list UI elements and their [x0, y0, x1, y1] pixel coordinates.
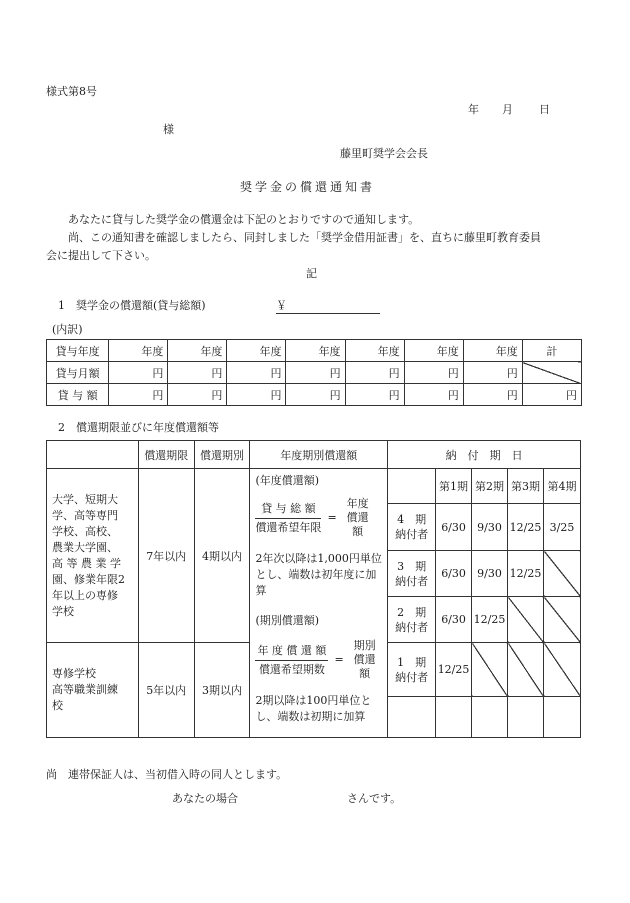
table-row	[47, 384, 582, 406]
row-label: 貸与月額	[47, 362, 109, 384]
periodic-heading: (期別償還額)	[255, 614, 320, 627]
cell: 円	[286, 362, 345, 384]
due-date: 6/30	[436, 551, 472, 597]
period-header: 第1期	[436, 469, 472, 504]
result-line: 期別	[353, 639, 376, 652]
cell: 円	[463, 384, 522, 406]
cell: 円	[168, 384, 227, 406]
cell: 円	[227, 362, 286, 384]
section-1-label: 1 奨学金の償還額(貸与総額)	[58, 299, 206, 312]
guarantor-case: あなたの場合	[172, 792, 238, 805]
payer-label	[388, 643, 436, 697]
result-line: 償還	[346, 511, 369, 524]
due-date: 12/25	[436, 643, 472, 697]
total-amount-field	[276, 297, 380, 314]
blank-cell	[472, 697, 508, 738]
guarantor-suffix: さんです。	[347, 792, 402, 805]
cell: 円	[109, 362, 168, 384]
note-line: し、端数は初期に加算	[255, 710, 366, 723]
total-header: 計	[522, 340, 581, 362]
struck-cell	[508, 597, 544, 643]
school-line: 高 等 農 業 学	[52, 556, 121, 570]
date-year: 年	[468, 103, 479, 116]
paragraph-1: あなたに貸与した奨学金の償還金は下記のとおりですので通知します。	[68, 213, 420, 226]
blank-header	[47, 441, 139, 469]
cell: 円	[168, 362, 227, 384]
recipient-suffix: 様	[163, 123, 174, 136]
blank-period-header	[388, 469, 436, 504]
limit-group-1: 7年以内	[138, 469, 194, 643]
payer-label-line: 納付者	[395, 620, 429, 634]
cell: 円	[286, 384, 345, 406]
struck-cell	[522, 362, 581, 384]
blank-cell	[508, 697, 544, 738]
due-date: 12/25	[508, 551, 544, 597]
equals-sign: =	[327, 511, 337, 524]
breakdown-label: (内訳)	[52, 323, 83, 336]
payer-label	[388, 597, 436, 643]
periodic-denominator: 償還希望期数	[258, 662, 325, 676]
annual-numerator: 貸 与 総 額	[255, 501, 321, 519]
cell: 円	[345, 362, 404, 384]
blank-cell	[436, 697, 472, 738]
struck-cell	[544, 551, 581, 597]
guarantor-note: 尚 連帯保証人は、当初借入時の同人とします。	[46, 768, 288, 781]
periodic-numerator: 年 度 償 還 額	[255, 643, 328, 661]
ki-mark: 記	[306, 267, 317, 280]
school-line: 年以上の専修	[52, 588, 118, 602]
school-line: 高等職業訓練	[52, 683, 118, 696]
due-date: 9/30	[472, 504, 508, 551]
paragraph-2-line-1: 尚、この通知書を確認しましたら、同封しました「奨学金借用証書」を、直ちに藤里町教育委員	[68, 231, 541, 244]
repayment-table	[46, 440, 581, 738]
school-line: 園、修業年限2	[52, 572, 125, 586]
yen-symbol: ￥	[276, 299, 287, 312]
payer-label-line: 納付者	[395, 528, 429, 541]
result-line: 額	[352, 525, 364, 538]
school-line: 学、高等専門	[52, 508, 118, 522]
periodic-fraction	[255, 643, 328, 678]
school-line: 専修学校	[52, 667, 96, 680]
paragraph-2-line-2: 会に提出して下さい。	[46, 249, 156, 262]
payer-label-line: 納付者	[395, 670, 429, 684]
cell: 年度	[345, 340, 404, 362]
school-line: 農業大学園、	[52, 540, 118, 554]
installments-group-2: 3期以内	[194, 643, 250, 738]
due-date: 12/25	[472, 597, 508, 643]
payer-label-line: 1 期	[397, 655, 427, 669]
note-line: 2期以降は100円単位と	[255, 694, 372, 707]
total-cell: 円	[522, 384, 581, 406]
payer-label-line: 4 期	[397, 513, 427, 526]
cell: 円	[404, 362, 463, 384]
annual-note	[255, 551, 382, 599]
cell: 年度	[227, 340, 286, 362]
periodic-note	[255, 693, 382, 725]
payer-label	[388, 504, 436, 551]
calculation-cell	[250, 469, 388, 738]
cell: 円	[109, 384, 168, 406]
struck-cell	[472, 643, 508, 697]
cell: 年度	[404, 340, 463, 362]
date-day: 日	[539, 103, 550, 116]
table-row	[47, 362, 582, 384]
due-date: 3/25	[544, 504, 581, 551]
note-line: とし、端数は初年度に加	[255, 568, 377, 581]
cell: 年度	[463, 340, 522, 362]
equals-sign: =	[334, 653, 344, 666]
table-row	[47, 441, 581, 469]
period-header: 第2期	[472, 469, 508, 504]
period-header: 第3期	[508, 469, 544, 504]
payer-label	[388, 551, 436, 597]
periodic-formula	[255, 635, 382, 685]
table-row	[47, 340, 582, 362]
school-type-group-1	[47, 469, 139, 643]
payer-label-line: 納付者	[395, 574, 429, 588]
struck-cell	[544, 643, 581, 697]
section-2-label: 2 償還期限並びに年度償還額等	[58, 421, 219, 434]
periodic-result	[354, 639, 376, 681]
table-row	[47, 469, 581, 504]
blank-cell	[388, 697, 436, 738]
installments-group-1: 4期以内	[194, 469, 250, 643]
school-type-group-2	[47, 643, 139, 738]
result-line: 額	[359, 667, 371, 680]
result-line: 年度	[346, 497, 369, 510]
due-date: 6/30	[436, 504, 472, 551]
payer-label-line: 2 期	[397, 605, 427, 619]
school-line: 学校	[52, 604, 74, 618]
cell: 年度	[168, 340, 227, 362]
cell: 円	[227, 384, 286, 406]
blank-cell	[544, 697, 581, 738]
limit-group-2: 5年以内	[138, 643, 194, 738]
row-label: 貸与年度	[47, 340, 109, 362]
note-line: 算	[255, 584, 267, 597]
annual-fraction	[255, 501, 321, 536]
school-line: 学校、高校、	[52, 524, 118, 538]
amount-header: 年度期別償還額	[250, 441, 388, 469]
period-header: 第4期	[544, 469, 581, 504]
loan-breakdown-table	[46, 339, 582, 406]
struck-cell	[544, 597, 581, 643]
cell: 年度	[286, 340, 345, 362]
cell: 円	[404, 384, 463, 406]
result-line: 償還	[353, 653, 376, 666]
annual-heading: (年度償還額)	[255, 474, 320, 487]
limit-header: 償還期限	[138, 441, 194, 469]
form-number: 様式第8号	[46, 85, 97, 98]
row-label: 貸 与 額	[47, 384, 109, 406]
issuer: 藤里町奨学会会長	[340, 147, 428, 160]
annual-result	[347, 497, 369, 539]
payer-label-line: 3 期	[397, 559, 427, 573]
date-month: 月	[502, 103, 513, 116]
document-title: 奨学金の償還通知書	[240, 180, 376, 194]
due-header: 納 付 期 日	[388, 441, 581, 469]
cell: 円	[463, 362, 522, 384]
due-date: 9/30	[472, 551, 508, 597]
note-line: 2年次以降は1,000円単位	[255, 552, 382, 565]
annual-formula	[255, 493, 382, 543]
school-line: 校	[52, 699, 63, 712]
struck-cell	[508, 643, 544, 697]
cell: 円	[345, 384, 404, 406]
annual-denominator: 償還希望年限	[255, 520, 322, 534]
due-date: 6/30	[436, 597, 472, 643]
installments-header: 償還期別	[194, 441, 250, 469]
cell: 年度	[109, 340, 168, 362]
school-line: 大学、短期大	[52, 492, 118, 506]
due-date: 12/25	[508, 504, 544, 551]
